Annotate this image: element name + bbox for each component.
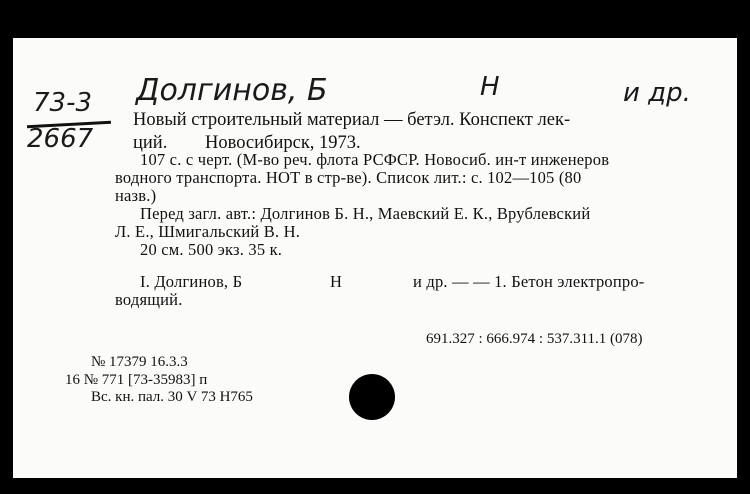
tracing-initial: Н [330, 272, 343, 291]
description-line-2: водного транспорта. НОТ в стр-ве). Список лит.: с. 102—105 (80 [115, 168, 582, 187]
shelf-mark-bottom: 2667 [27, 124, 94, 154]
registration-line-2: 16 № 771 [73-35983] п [65, 372, 208, 388]
registration-line-3: Вс. кн. пал. 30 V 73 Н765 [91, 389, 253, 405]
description-line-1: 107 с. с черт. (М-во реч. флота РСФСР. Новосиб. ин-т инженеров [140, 150, 610, 169]
catalog-card [13, 38, 737, 478]
tracing-line-2: водящий. [115, 290, 183, 309]
tracing-subject: и др. — — 1. Бетон электропро- [413, 272, 645, 291]
title-line-2-start: ций. [133, 133, 168, 153]
physical-description: 20 см. 500 экз. 35 к. [140, 240, 283, 259]
responsibility-line-1: Перед загл. авт.: Долгинов Б. Н., Маевский Е. К., Врублевский [140, 204, 591, 223]
handwritten-author: Долгинов, Б [136, 73, 328, 108]
card-punch-hole [349, 374, 395, 420]
title-line-2-imprint: Новосибирск, 1973. [205, 133, 361, 153]
shelf-mark-top: 73-3 [33, 88, 93, 118]
tracing-author: I. Долгинов, Б [140, 272, 243, 291]
description-line-3: назв.) [115, 186, 157, 205]
registration-line-1: № 17379 16.3.3 [91, 354, 188, 370]
responsibility-line-2: Л. Е., Шмигальский В. Н. [115, 222, 301, 241]
handwritten-initial: Н [480, 72, 500, 102]
handwritten-etal: и др. [623, 78, 691, 108]
title-line-1: Новый строительный материал — бетэл. Конспект лек- [133, 110, 571, 130]
udc-classification: 691.327 : 666.974 : 537.311.1 (078) [426, 331, 643, 347]
